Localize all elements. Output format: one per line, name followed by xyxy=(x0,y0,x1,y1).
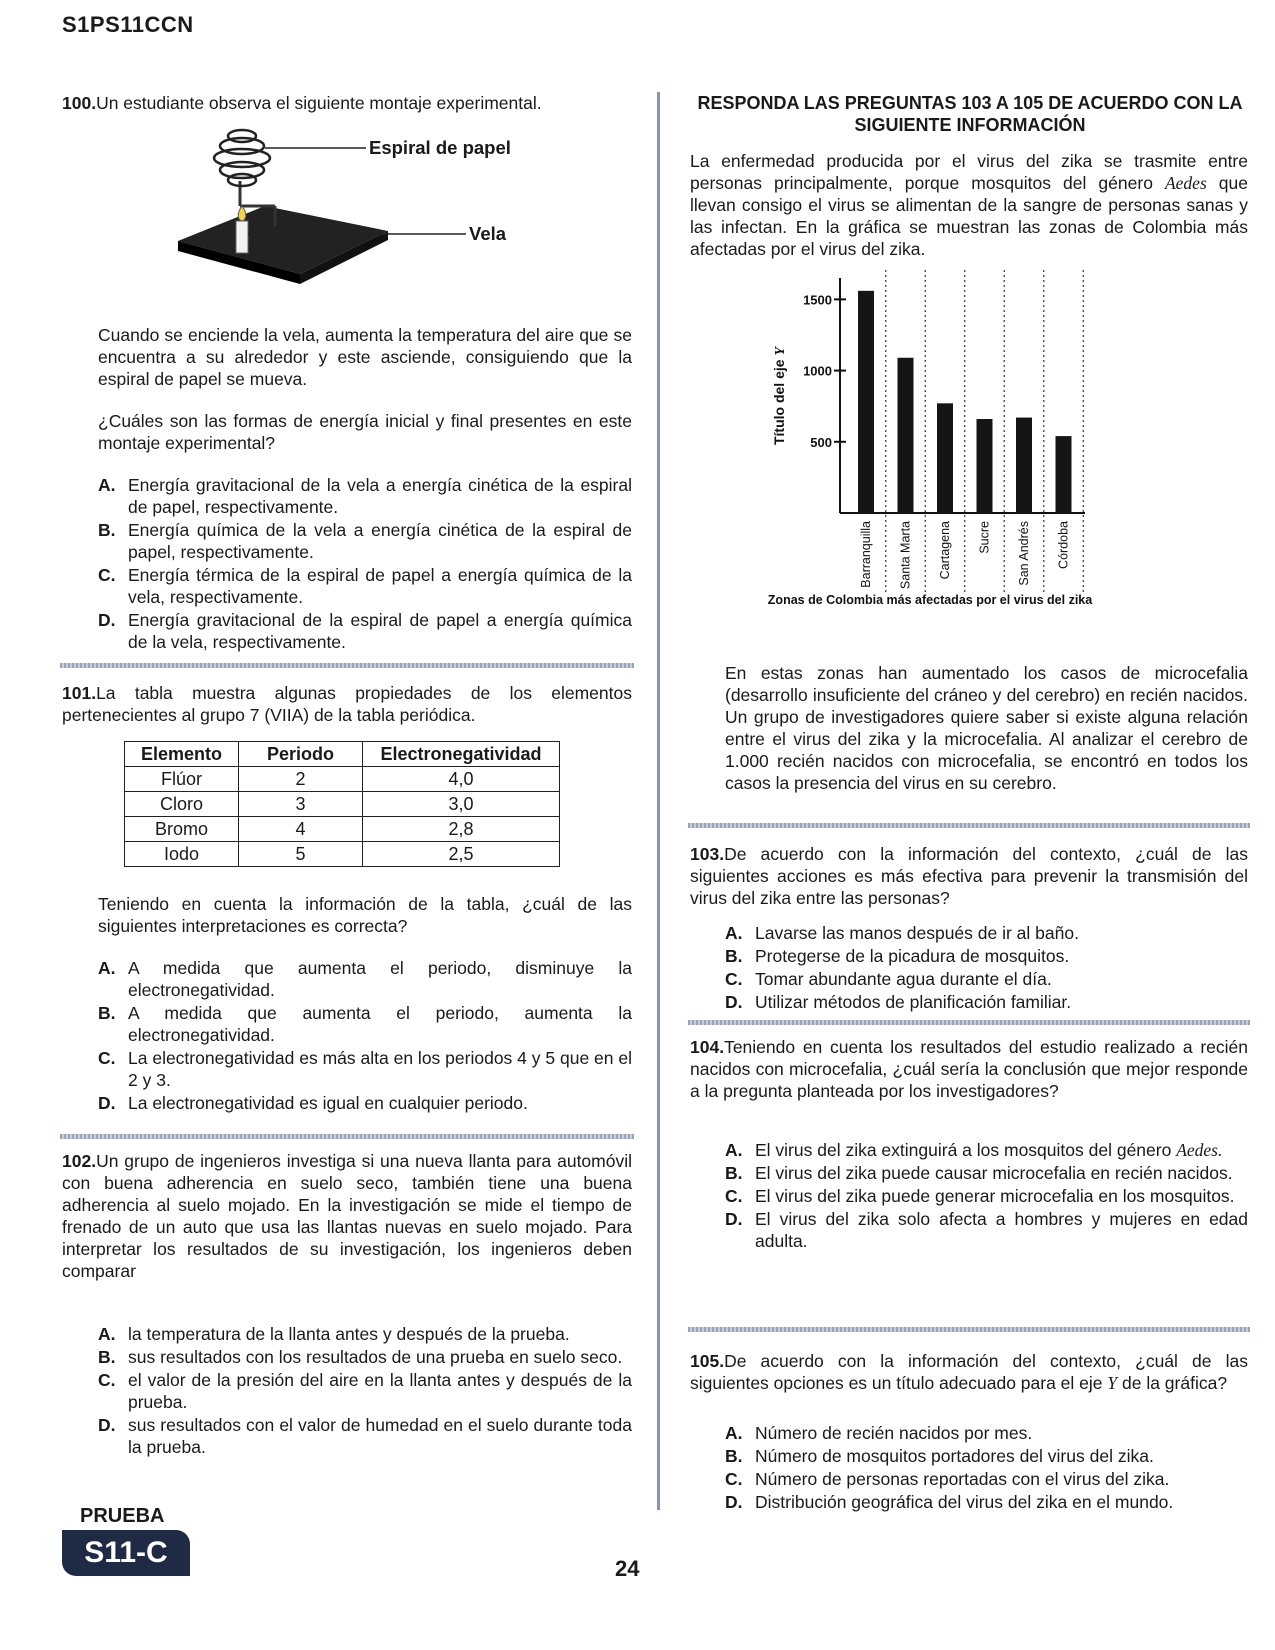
option-b[interactable]: B. Energía química de la vela a energía cinética de la espiral de papel, respectivamente. xyxy=(98,520,632,562)
question-105-options xyxy=(725,1422,1248,1514)
question-100-stem xyxy=(62,92,632,114)
x-category-label: Sucre xyxy=(977,521,992,554)
question-100-context: Cuando se enciende la vela, aumenta la temperatura del aire que se encuentra a su alrededor y este asciende, consiguiendo que la espiral de papel se mueva. xyxy=(98,325,632,389)
question-100-options xyxy=(98,474,632,654)
bar-cartagena xyxy=(937,403,953,513)
option-c[interactable]: C. Energía térmica de la espiral de papel a energía química de la vela, respectivamente. xyxy=(98,565,632,607)
candle-label: Vela xyxy=(469,223,507,244)
option-d[interactable]: D. Distribución geográfica del virus del zika en el mundo. xyxy=(725,1492,1174,1512)
option-d[interactable]: D. La electronegatividad es igual en cualquier periodo. xyxy=(98,1093,528,1113)
paper-spiral xyxy=(214,130,270,186)
table-row: Flúor 2 4,0 xyxy=(125,767,560,792)
bar-barranquilla xyxy=(858,291,874,513)
y-tick-label: 500 xyxy=(810,434,832,450)
question-103-options xyxy=(725,922,1248,1014)
question-102-options xyxy=(98,1323,632,1459)
option-d[interactable]: D. sus resultados con el valor de humedad en el suelo durante toda la prueba. xyxy=(98,1415,632,1457)
option-d[interactable]: D. Energía gravitacional de la espiral de papel a energía química de la vela, respectivamente. xyxy=(98,610,632,652)
question-text: Un estudiante observa el siguiente montaje experimental. xyxy=(96,93,542,113)
question-text: Un grupo de ingenieros investiga si una nueva llanta para automóvil con buena adherencia en suelo seco, también tiene una buena adherencia al suelo mojado. En la investigación se mide el tiempo de frenado de un auto que usa las llantas nuevas en suelo mojado. Para interpretar los resultados de su investigación, los ingenieros deben comparar xyxy=(62,1151,632,1281)
option-a[interactable]: A. Lavarse las manos después de ir al baño. xyxy=(725,923,1079,943)
question-number: 101. xyxy=(62,683,97,703)
bar-córdoba xyxy=(1056,436,1072,513)
option-a[interactable]: A. A medida que aumenta el periodo, disminuye la electronegatividad. xyxy=(98,958,632,1000)
option-d[interactable]: D. El virus del zika solo afecta a hombres y mujeres en edad adulta. xyxy=(725,1209,1248,1251)
info-title: RESPONDA LAS PREGUNTAS 103 A 105 DE ACUERDO CON LA SIGUIENTE INFORMACIÓN xyxy=(697,93,1243,135)
candle xyxy=(236,221,248,253)
option-c[interactable]: C. Tomar abundante agua durante el día. xyxy=(725,969,1052,989)
prueba-label: PRUEBA xyxy=(80,1505,165,1527)
info-paragraph-2: En estas zonas han aumentado los casos de microcefalia (desarrollo insuficiente del cráneo y del cerebro) en recién nacidos. Un grupo de investigadores quiere saber si existe alguna relación entre el virus del zika y la microcefalia. Al analizar el cerebro de 1.000 recién nacidos con microcefalia, se encontró en todos los casos la presencia del virus en su cerebro. xyxy=(725,663,1248,793)
question-text: De acuerdo con la información del contexto, ¿cuál de las siguientes acciones es más efectiva para prevenir la transmisión del virus del zika entre las personas? xyxy=(690,844,1248,908)
option-b[interactable]: B. Protegerse de la picadura de mosquitos. xyxy=(725,946,1070,966)
document-code: S1PS11CCN xyxy=(62,12,194,37)
table-header: Electronegatividad xyxy=(363,742,560,767)
option-b[interactable]: B. El virus del zika puede causar microcefalia en recién nacidos. xyxy=(725,1163,1233,1183)
bar-sucre xyxy=(977,419,993,513)
y-tick-label: 1500 xyxy=(803,292,832,308)
x-category-label: Santa Marta xyxy=(898,521,913,590)
spiral-label: Espiral de papel xyxy=(369,137,511,158)
question-104-stem xyxy=(690,1036,1248,1102)
question-103-stem xyxy=(690,843,1248,909)
column-divider xyxy=(657,92,660,1510)
table-row: Iodo 5 2,5 xyxy=(125,842,560,867)
separator xyxy=(688,1020,1250,1025)
test-badge: S11-C xyxy=(62,1530,190,1576)
question-100-prompt: ¿Cuáles son las formas de energía inicial y final presentes en este montaje experimental? xyxy=(98,411,632,453)
flame xyxy=(238,206,246,221)
option-a[interactable]: A. Número de recién nacidos por mes. xyxy=(725,1423,1033,1443)
option-c[interactable]: C. La electronegatividad es más alta en los periodos 4 y 5 que en el 2 y 3. xyxy=(98,1048,632,1090)
question-105-stem: 105.De acuerdo con la información del contexto, ¿cuál de las siguientes opciones es un título adecuado para el eje Y de la gráfica? xyxy=(690,1351,1248,1393)
question-number: 103. xyxy=(690,844,725,864)
question-text: La tabla muestra algunas propiedades de los elementos pertenecientes al grupo 7 (VIIA) de la tabla periódica. xyxy=(62,683,632,725)
x-category-label: Barranquilla xyxy=(859,521,873,588)
x-category-label: Córdoba xyxy=(1056,521,1071,569)
option-a[interactable]: A. El virus del zika extinguirá a los mosquitos del género Aedes. xyxy=(725,1140,1223,1160)
separator xyxy=(688,823,1250,828)
y-axis-title: Título del eje Y xyxy=(771,346,788,446)
zika-bar-chart xyxy=(767,278,1150,648)
question-text: Teniendo en cuenta los resultados del estudio realizado a recién nacidos con microcefalia, ¿cuál sería la conclusión que mejor responde a la pregunta planteada por los investigadores? xyxy=(690,1037,1248,1101)
table-header: Periodo xyxy=(239,742,363,767)
option-c[interactable]: C. Número de personas reportadas con el virus del zika. xyxy=(725,1469,1170,1489)
y-tick-label: 1000 xyxy=(803,363,832,379)
option-c[interactable]: C. el valor de la presión del aire en la llanta antes y después de la prueba. xyxy=(98,1370,632,1412)
x-axis-title: Zonas de Colombia más afectadas por el virus del zika xyxy=(767,593,1093,607)
elements-table xyxy=(124,741,560,867)
info-paragraph-1: La enfermedad producida por el virus del zika se trasmite entre personas principalmente, porque mosquitos del género Aedes que llevan consigo el virus se alimentan de la sangre de personas sanas y las infectan. En la gráfica se muestran las zonas de Colombia más afectadas por el virus del zika. xyxy=(690,151,1248,259)
question-number: 100. xyxy=(62,93,97,113)
separator xyxy=(688,1327,1250,1332)
question-101-options xyxy=(98,957,632,1115)
x-category-label: Cartagena xyxy=(938,521,952,580)
bar-san-andrés xyxy=(1016,418,1032,513)
separator xyxy=(60,1134,634,1139)
separator xyxy=(60,663,634,668)
question-104-options xyxy=(725,1139,1248,1253)
option-a[interactable]: A. la temperatura de la llanta antes y después de la prueba. xyxy=(98,1324,570,1344)
question-number: 104. xyxy=(690,1037,725,1057)
table-header: Elemento xyxy=(125,742,239,767)
table-row: Cloro 3 3,0 xyxy=(125,792,560,817)
question-number: 105. xyxy=(690,1351,725,1371)
x-category-label: San Andrés xyxy=(1017,521,1031,586)
option-b[interactable]: B. sus resultados con los resultados de una prueba en suelo seco. xyxy=(98,1347,623,1367)
question-101-stem xyxy=(62,682,632,726)
question-102-stem xyxy=(62,1150,632,1282)
option-a[interactable]: A. Energía gravitacional de la vela a energía cinética de la espiral de papel, respectivamente. xyxy=(98,475,632,517)
option-b[interactable]: B. A medida que aumenta el periodo, aumenta la electronegatividad. xyxy=(98,1003,632,1045)
page-number: 24 xyxy=(615,1556,640,1581)
base-plate xyxy=(178,206,388,274)
bar-santa-marta xyxy=(898,358,914,513)
question-number: 102. xyxy=(62,1151,97,1171)
option-d[interactable]: D. Utilizar métodos de planificación familiar. xyxy=(725,992,1072,1012)
option-c[interactable]: C. El virus del zika puede generar microcefalia en los mosquitos. xyxy=(725,1186,1235,1206)
question-101-prompt: Teniendo en cuenta la información de la tabla, ¿cuál de las siguientes interpretaciones es correcta? xyxy=(98,894,632,936)
table-row: Bromo 4 2,8 xyxy=(125,817,560,842)
option-b[interactable]: B. Número de mosquitos portadores del virus del zika. xyxy=(725,1446,1154,1466)
